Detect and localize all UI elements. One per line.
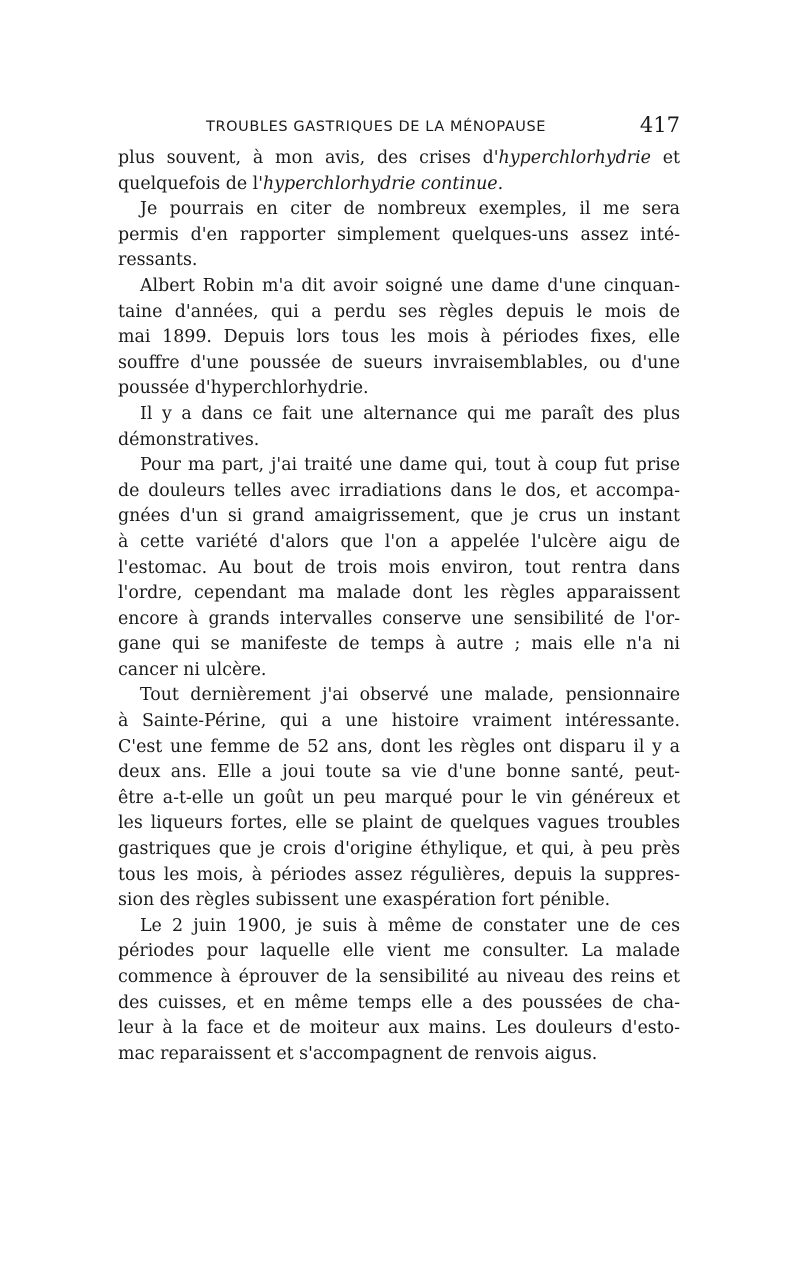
text-line: [118, 735, 680, 761]
text-line-content: leur à la face et de moiteur aux mains. Les douleurs d'esto-: [118, 1018, 680, 1039]
text-line-content: gane qui se manifeste de temps à autre ; mais elle n'a ni: [118, 634, 680, 655]
text-line: [118, 274, 680, 300]
text-line: [118, 248, 680, 274]
text-line: [118, 786, 680, 812]
text-line: [118, 811, 680, 837]
text-line-content: tous les mois, à périodes assez régulières, depuis la suppres-: [118, 864, 680, 885]
text-line: [118, 939, 680, 965]
text-line-content: mai 1899. Depuis lors tous les mois à périodes fixes, elle: [118, 327, 680, 348]
text-line: [118, 607, 680, 633]
text-line-content: gnées d'un si grand amaigrissement, que je crus un instant: [118, 506, 680, 527]
text-line-content: des cuisses, et en même temps elle a des poussées de cha-: [118, 992, 680, 1013]
text-line: [118, 965, 680, 991]
text-line-content: cancer ni ulcère.: [118, 659, 267, 680]
text-line: [118, 428, 680, 454]
text-line: [118, 300, 680, 326]
text-line: [118, 888, 680, 914]
text-line: [118, 760, 680, 786]
text-line-content: à Sainte-Périne, qui a une histoire vraiment intéressante.: [118, 711, 680, 732]
running-title: TROUBLES GASTRIQUES DE LA MÉNOPAUSE: [206, 119, 547, 135]
text-line-content: l'ordre, cependant ma malade dont les règles apparaissent: [118, 583, 680, 604]
text-line: [118, 991, 680, 1017]
text-line-content: plus souvent, à mon avis, des crises d': [118, 148, 499, 168]
text-line-content: commence à éprouver de la sensibilité au niveau des reins et: [118, 967, 680, 987]
text-line: [118, 223, 680, 249]
text-line: [118, 863, 680, 889]
text-line: [118, 453, 680, 479]
text-line-content: Pour ma part, j'ai traité une dame qui, tout à coup fut prise: [140, 455, 680, 476]
text-line: [118, 351, 680, 377]
text-line: [118, 581, 680, 607]
text-line: [118, 504, 680, 530]
text-line-content: C'est une femme de 52 ans, dont les règles ont disparu il y a: [118, 736, 680, 757]
text-line-content: à cette variété d'alors que l'on a appelée l'ulcère aigu de: [118, 531, 680, 552]
body-text: [118, 146, 680, 1067]
text-line-content: gastriques que je crois d'origine éthylique, et qui, à peu près: [118, 839, 680, 860]
page-number: 417: [639, 113, 680, 137]
text-line: [118, 556, 680, 582]
text-line-content: ressants.: [118, 250, 198, 271]
text-line: [118, 325, 680, 351]
text-line: [118, 709, 680, 735]
text-line-content: périodes pour laquelle elle vient me consulter. La malade: [118, 941, 680, 962]
text-line: [118, 658, 680, 684]
text-line-content: taine d'années, qui a perdu ses règles depuis le mois de: [118, 301, 680, 322]
text-line-content: Je pourrais en citer de nombreux exemples, il me sera: [140, 199, 680, 220]
italic-term: hyperchlorhydrie continue.: [263, 173, 504, 194]
text-line-content: poussée d'hyperchlorhydrie.: [118, 378, 369, 399]
text-line: [118, 837, 680, 863]
text-line: [118, 197, 680, 223]
text-line-content: Albert Robin m'a dit avoir soigné une dame d'une cinquan-: [140, 275, 680, 296]
text-line-content: deux ans. Elle a joui toute sa vie d'une bonne santé, peut-: [118, 762, 680, 783]
text-line: [118, 172, 680, 198]
text-line: [118, 1042, 680, 1068]
text-line-content: l'estomac. Au bout de trois mois environ, tout rentra dans: [118, 557, 680, 578]
text-line-content: de douleurs telles avec irradiations dans le dos, et accompa-: [118, 480, 680, 501]
text-line-content: quelquefois de l': [118, 173, 264, 194]
text-line: [118, 402, 680, 428]
running-head: [118, 115, 680, 141]
text-line-content: Le 2 juin 1900, je suis à même de constater une de ces: [140, 915, 680, 936]
text-line-content: Tout dernièrement j'ai observé une malade, pensionnaire: [140, 685, 680, 706]
text-line: [118, 530, 680, 556]
text-line-content: sion des règles subissent une exaspération fort pénible.: [118, 890, 611, 911]
text-line-content: mac reparaissent et s'accompagnent de renvois aigus.: [118, 1043, 598, 1064]
text-line-content: les liqueurs fortes, elle se plaint de quelques vagues troubles: [118, 813, 680, 834]
italic-term: hyperchlorhydrie: [498, 148, 651, 168]
text-line: [118, 914, 680, 940]
text-line-content: démonstratives.: [118, 429, 260, 450]
text-line: [118, 146, 680, 172]
text-line-content: être a-t-elle un goût un peu marqué pour le vin généreux et: [118, 787, 680, 808]
text-line-tail: et: [650, 148, 680, 168]
text-line: [118, 376, 680, 402]
text-line: [118, 479, 680, 505]
text-line-content: souffre d'une poussée de sueurs invraisemblables, ou d'une: [118, 352, 680, 373]
text-line-content: permis d'en rapporter simplement quelques-uns assez inté-: [118, 224, 680, 245]
text-line-content: Il y a dans ce fait une alternance qui me paraît des plus: [140, 403, 680, 424]
text-line: [118, 683, 680, 709]
text-line: [118, 632, 680, 658]
text-line-content: encore à grands intervalles conserve une sensibilité de l'or-: [118, 608, 680, 629]
text-line: [118, 1016, 680, 1042]
